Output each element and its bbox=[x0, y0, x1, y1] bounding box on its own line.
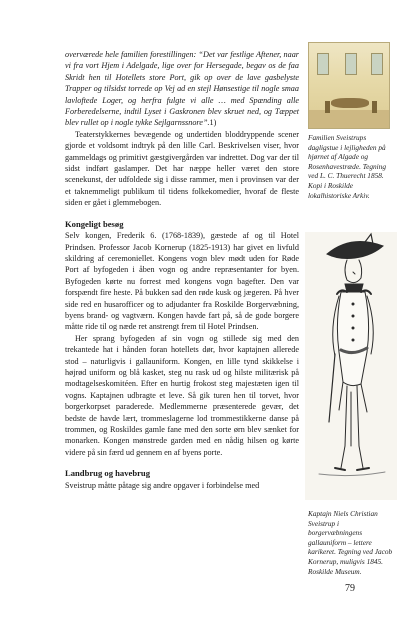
page-number: 79 bbox=[345, 583, 355, 594]
body-paragraph: Selv kongen, Frederik 6. (1768-1839), gæstede af og til Hotel Prindsen. Professor Jacob Kornerup (1825-1913) har givet en livfuld skildring af ceremoniellet. Kongens vogn blev mødt uden for Røde Port af byfogeden i åben vogn og andre repræsentanter for byen. Byfogeden kørte nu forrest med kongens vogn bagefter. Den var forspændt fire heste. På bukken sad den røde kusk og jægeren. På hver side red en husarofficer og to adjudanter fra Roskilde Borgervæbning, byens brand- og vagtværn. Kongen havde fart på, så de gode borgere måtte ride til og næde ret anstrengt frem til Hotel Prindsen. bbox=[65, 231, 299, 332]
window-shape bbox=[317, 53, 329, 75]
window-shape bbox=[371, 53, 383, 75]
illustration-living-room bbox=[308, 42, 390, 129]
quote-paragraph bbox=[65, 49, 299, 129]
section-spacer bbox=[65, 209, 299, 219]
footnote-marker: 1) bbox=[209, 118, 217, 128]
window-shape bbox=[345, 53, 357, 75]
illustration-captain-drawing bbox=[305, 232, 397, 500]
section-heading-landbrug: Landbrug og havebrug bbox=[65, 468, 151, 479]
main-text-column bbox=[65, 49, 299, 491]
section-heading-kongeligt-besoeg: Kongeligt besøg bbox=[65, 218, 124, 229]
body-paragraph: Her sprang byfogeden af sin vogn og stillede sig med den trekantede hat i hånden foran hotellets dør, hvor kaptajnen allerede stod – naturligvis i gallauniform. Kongen, en lille tynd skikkelse i højrød uniform og blå kasket, steg nu rask ud og hilste militærisk på modtagelseskomitéen. Efter en hurtig frokost steg majestæten igen til vogns. Kaptajnen udbragte et leve. Så gik turen hen til torvet, hvor borgerkorpset paraderede. Medlemmerne præsenterede gevær, det bedste de havde lært, trommeslagerne lod trommestikkerne danse på trommen, og Roskildes gamle fane med den sorte ørn blev sænket for monarken. Kongen mønstrede garden med en nådig hilsen og kørte videre på sin færd ud gennem en af byens porte. bbox=[65, 333, 299, 457]
caption-living-room: Familien Sveistrups dagligstue i lejligheden på hjørnet af Algade og Rosenhavestræde. Tegning ved L. C. Thuerecht 1858. Kopi i Roskilde lokalhistoriske Arkiv. bbox=[308, 133, 386, 200]
body-paragraph: Sveistrup måtte påtage sig andre opgaver i forbindelse med bbox=[65, 480, 260, 490]
section-spacer bbox=[65, 458, 299, 468]
chair-shape bbox=[372, 101, 377, 113]
quote-text: overværede hele familien forestillingen: “Det var festlige Aftener, naar vi fra vort Hjem i Adelgade, lige over for Hersegade, begav os de faa Skridt hen til Hotellets store Port, gik op over de lave gasbelyste Trapper og tilsidst torrede op Vej ad en stejl Hønsestige til nogle smaa lavloftede Loger, og herfra fulgte vi alle … med Spænding alle Forberedelserne, indtil Lyset i Gaskronen blev skruet ned, og Tæppet blev rullet op i nogle tykke Sejlgarnssnore”. bbox=[65, 50, 299, 128]
caption-captain: Kaptajn Niels Christian Sveistrup i borgervæbningens gallauniform – lettere karikeret. Tegning ved Jacob Kornerup, muligvis 1845. Roskilde Museum. bbox=[308, 509, 393, 576]
table-shape bbox=[331, 98, 369, 108]
chair-shape bbox=[325, 101, 330, 113]
floor-shape bbox=[309, 110, 389, 128]
captain-sketch bbox=[305, 232, 397, 500]
body-paragraph: Teaterstykkernes bevægende og undertiden bloddryppende scener gjorde et voldsomt indtryk på den lille Carl. Beskrivelsen viser, hvor gammeldags og primitivt gæstgivergården var indrettet. Dog var der til sidst indført gaslamper. Det har næppe heller været den store scenekunst, der udfoldede sig i disse rammer, men i provinsen var der et taknemmeligt publikum til tidens folkekomedier, hvoraf de fleste siden er gået i glemmebogen. bbox=[65, 129, 299, 208]
